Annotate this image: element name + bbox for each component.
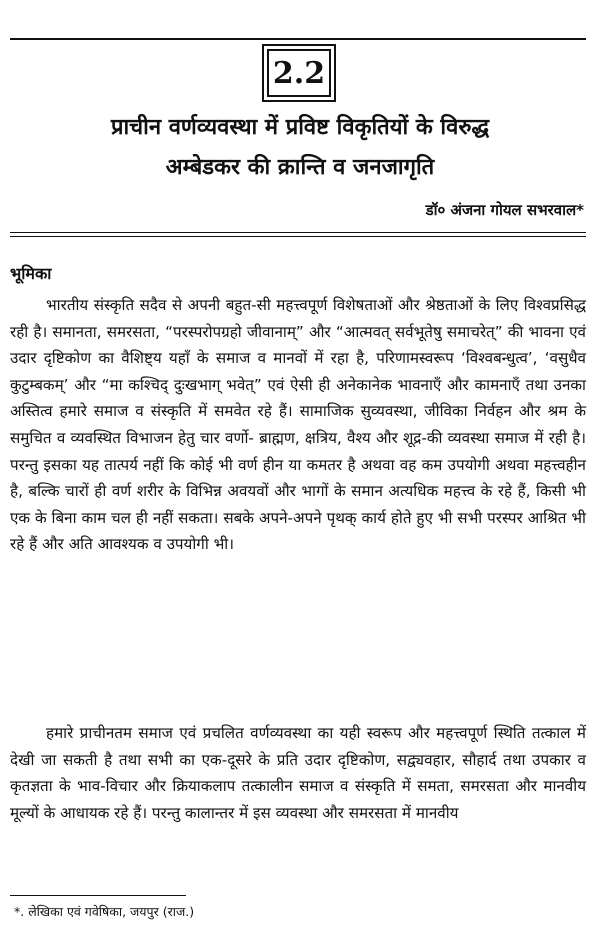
article-title [10,108,590,188]
title-line-1: प्राचीन वर्णव्यवस्था में प्रविष्ट विकृतियों के विरुद्ध [110,115,490,140]
top-rule [10,38,586,40]
paragraph-2: हमारे प्राचीनतम समाज एवं प्रचलित वर्णव्यवस्था का यही स्वरूप और महत्त्वपूर्ण स्थिति तत्काल में देखी जा सकती है तथा सभी का एक-दूसरे के प्रति उदार दृष्टिकोण, सद्व्यवहार, सौहार्द तथा उपकार व कृतज्ञता के भाव-विचार और क्रियाकलाप तत्कालीन समाज व संस्कृति में समता, समरसता और मानवीय मूल्यों के आधायक रहे हैं। परन्तु कालान्तर में इस व्यवस्था और समरसता में मानवीय [10,724,586,822]
author-name: डॉ० अंजना गोयल सभरवाल* [425,201,584,219]
double-rule [10,232,586,237]
title-line-2: अम्बेडकर की क्रान्ति व जनजागृति [165,155,435,180]
chapter-number: 2.2 [267,49,331,97]
paragraph-1: भारतीय संस्कृति सदैव से अपनी बहुत-सी महत्त्वपूर्ण विशेषताओं और श्रेष्ठताओं के लिए विश्वप्रसिद्ध रही है। समानता, समरसता, “परस्परोपग्रहो जीवानाम्” और “आत्मवत् सर्वभूतेषु समाचरेत्” की भावना एवं उदार दृष्टिकोण का वैशिष्ट्य यहाँ के समाज व मानवों में रहा है, परिणामस्वरूप ‘विश्वबन्धुत्व’, ‘वसुधैव कुटुम्बकम्’ और “मा कश्चिद् दुःखभाग् भवेत्” एवं ऐसी ही अनेकानेक भावनाएँ और कामनाएँ तथा उनका अस्तित्व हमारे समाज व संस्कृति में समवेत रहे हैं। सामाजिक सुव्यवस्था, जीविका निर्वहन और श्रम के समुचित व व्यवस्थित विभाजन हेतु चार वर्णो- ब्राह्मण, क्षत्रिय, वैश्य और शूद्र-की व्यवस्था समाज में रही है। परन्तु इसका यह तात्पर्य नहीं कि कोई भी वर्ण हीन या कमतर है अथवा वह कम उपयोगी अथवा महत्त्वहीन है, बल्कि चारों ही वर्ण शरीर के विभिन्न अवयवों और भागों के समान अत्यधिक महत्त्व के रहे हैं, किसी भी एक के बिना काम चल ही नहीं सकता। सबके अपने-अपने पृथक् कार्य होते हुए भी सभी परस्पर आश्रित भी रहे हैं और अति आवश्यक व उपयोगी भी। [10,296,586,554]
footnote-rule [10,895,186,896]
section-heading: भूमिका [10,264,52,283]
chapter-number-box [262,44,336,102]
footnote: *. लेखिका एवं गवेषिका, जयपुर (राज.) [14,904,195,919]
